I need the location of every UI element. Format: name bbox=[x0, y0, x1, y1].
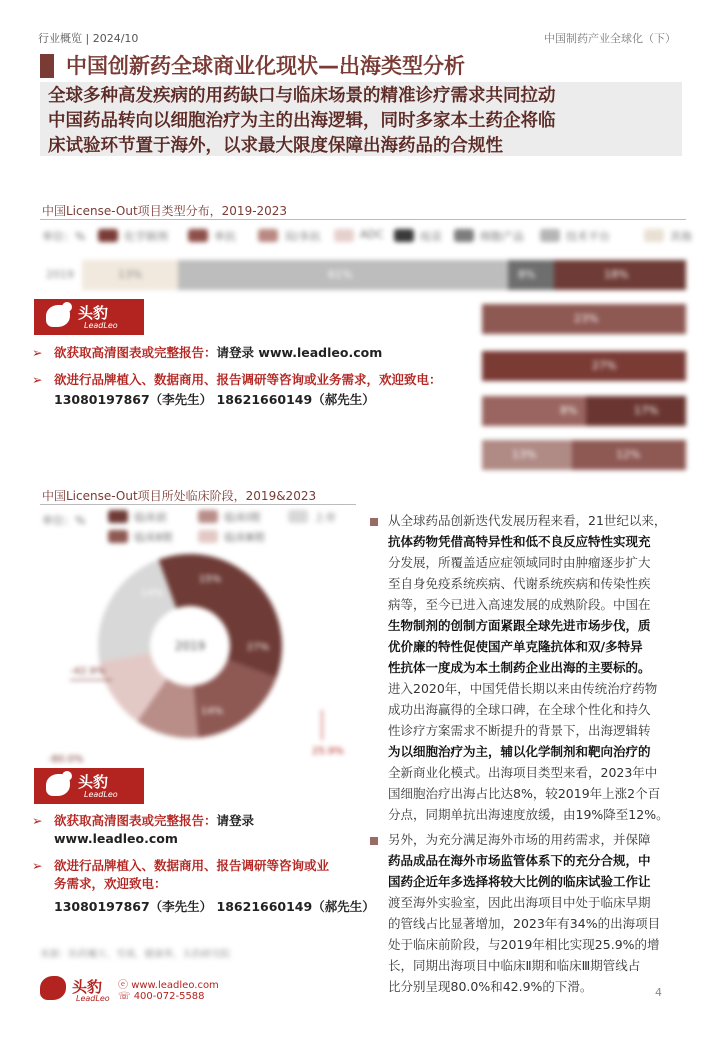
legend-label: 技术平台 bbox=[566, 230, 610, 243]
bar-row bbox=[482, 304, 686, 334]
phone-numbers: 13080197867（李先生） 18621660149（郝先生） bbox=[54, 392, 375, 407]
bar-row bbox=[82, 260, 686, 290]
bar-segment bbox=[482, 304, 686, 334]
chart2-rule bbox=[40, 504, 356, 505]
segment-label: 27% bbox=[592, 359, 617, 372]
cta-contact bbox=[32, 857, 362, 893]
chart1-title: 中国License-Out项目类型分布，2019-2023 bbox=[42, 204, 288, 218]
cta-login-label: 请登录 bbox=[216, 345, 255, 360]
arrow-bullet-icon: ➢ bbox=[32, 813, 43, 828]
paragraph-line: 渡至海外实验室，因此出海项目中处于临床早期 bbox=[388, 895, 651, 910]
bar-segment bbox=[482, 440, 572, 470]
summary-line: 全球多种高发疾病的用药缺口与临床场景的精准诊疗需求共同拉动 bbox=[48, 86, 556, 106]
segment-label: 61% bbox=[328, 268, 353, 281]
footer-website[interactable] bbox=[118, 976, 219, 991]
legend-label: 临床前 bbox=[134, 511, 167, 524]
legend-label: 疫苗 bbox=[420, 230, 442, 243]
phone-numbers: 13080197867（李先生） 18621660149（郝先生） bbox=[54, 899, 375, 914]
title-accent-bar bbox=[40, 54, 54, 78]
cta-contact-text: 欲进行品牌植入、数据商用、报告调研等咨询或业务需求，欢迎致电： bbox=[54, 372, 442, 387]
paragraph-line: 至自身免疫系统疾病、代谢系统疾病和传染性疾 bbox=[388, 576, 651, 591]
year-label: 2019 bbox=[46, 268, 74, 281]
cta-report-label: 欲获取高清图表或完整报告： bbox=[54, 345, 217, 360]
legend-swatch bbox=[334, 229, 354, 242]
header-left: 行业概览 | 2024/10 bbox=[38, 32, 139, 45]
legend-label: 上市 bbox=[314, 511, 336, 524]
page-number: 4 bbox=[655, 986, 662, 999]
cta-report bbox=[32, 812, 362, 830]
paragraph-line: 国细胞治疗出海占比达8%，较2019年上涨2个百 bbox=[388, 786, 661, 801]
paragraph-2 bbox=[388, 829, 682, 997]
cta-login-label: 请登录 bbox=[216, 813, 255, 828]
logo-text: 头豹 bbox=[78, 304, 109, 322]
paragraph-line: 从全球药品创新迭代发展历程来看，21世纪以来， bbox=[388, 513, 667, 528]
bar-segment bbox=[482, 396, 586, 426]
paragraph-line: 优价廉的特性促使国产单克隆抗体和双/多特异 bbox=[388, 639, 643, 654]
logo-subtext: LeadLeo bbox=[84, 790, 118, 799]
segment-label: 23% bbox=[574, 312, 599, 325]
bar-segment bbox=[554, 260, 686, 290]
website-link[interactable]: www.leadleo.com bbox=[54, 831, 178, 846]
chart1-unit: 单位：% bbox=[42, 230, 86, 243]
cta-contact-text: 务需求，欢迎致电： bbox=[54, 876, 167, 891]
slice-label: 14% bbox=[140, 588, 164, 599]
paragraph-line: 成功出海赢得的全球口碑，在全球个性化和持久 bbox=[388, 702, 651, 717]
cta-report-text bbox=[54, 812, 254, 830]
slice-label: 14% bbox=[200, 706, 224, 717]
leadleo-logo bbox=[34, 299, 144, 335]
arrow-bullet-icon: ➢ bbox=[32, 345, 43, 360]
legend-label: 临床Ⅱ期 bbox=[134, 531, 173, 544]
legend-label: ADC bbox=[360, 228, 384, 241]
web-icon: ⓔ bbox=[118, 980, 132, 991]
paragraph-line: 处于临床前阶段，与2019年相比实现25.9%的增 bbox=[388, 937, 660, 952]
legend-swatch bbox=[108, 510, 128, 523]
cta-report-text bbox=[54, 344, 382, 362]
legend-swatch bbox=[394, 229, 414, 242]
leadleo-logo bbox=[34, 768, 144, 804]
paragraph-line: 长，同期出海项目中临床Ⅱ期和临床Ⅲ期管线占 bbox=[388, 958, 641, 973]
bar-row bbox=[482, 440, 686, 470]
legend-swatch bbox=[98, 229, 118, 242]
leopard-icon bbox=[62, 302, 72, 312]
legend-label: 临床Ⅰ期 bbox=[224, 511, 261, 524]
bar-segment bbox=[586, 396, 686, 426]
page-title: 中国创新药全球商业化现状—出海类型分析 bbox=[66, 54, 465, 78]
bar-segment bbox=[82, 260, 178, 290]
paragraph-line: 分发展，所覆盖适应症领域同时由肿瘤逐步扩大 bbox=[388, 555, 651, 570]
leopard-icon bbox=[40, 976, 66, 1000]
chart1-legend bbox=[98, 227, 692, 245]
paragraph-line: 抗体药物凭借高特异性和低不良反应特性实现充 bbox=[388, 534, 651, 549]
legend-swatch bbox=[644, 229, 664, 242]
paragraph-line: 比分别呈现80.0%和42.9%的下滑。 bbox=[388, 979, 593, 994]
legend-label: 其他 bbox=[670, 230, 692, 243]
segment-label: 12% bbox=[616, 448, 641, 461]
phone-icon: ☏ bbox=[118, 991, 134, 1002]
bar-segment bbox=[482, 351, 686, 381]
cta-contact-text: 欲进行品牌植入、数据商用、报告调研等咨询或业 bbox=[54, 858, 330, 873]
source-note: 来源：医药魔方，雪球，健康界，头豹研究院 bbox=[40, 949, 231, 960]
bar-row bbox=[482, 396, 686, 426]
donut-center-label: 2019 bbox=[174, 639, 206, 653]
summary-line: 中国药品转向以细胞治疗为主的出海逻辑，同时多家本土药企将临 bbox=[48, 111, 556, 131]
paragraph-line: 性诊疗方案需求不断提升的背景下，出海逻辑转 bbox=[388, 723, 651, 738]
chart1-rule bbox=[40, 219, 686, 220]
footer-logo bbox=[40, 974, 130, 1004]
change-label: 25.9% bbox=[312, 746, 344, 757]
summary-line: 床试验环节置于海外，以求最大限度保障出海药品的合规性 bbox=[48, 136, 503, 156]
paragraph-line: 另外，为充分满足海外市场的用药需求，并保障 bbox=[388, 832, 651, 847]
footer-phone bbox=[118, 991, 205, 1002]
legend-label: 临床Ⅲ期 bbox=[224, 531, 265, 544]
chart2-unit: 单位：% bbox=[42, 514, 86, 527]
segment-label: 8% bbox=[518, 268, 536, 281]
segment-label: 18% bbox=[604, 268, 629, 281]
paragraph-line: 病等，至今已进入高速发展的成熟阶段。中国在 bbox=[388, 597, 651, 612]
paragraph-1 bbox=[388, 510, 682, 825]
paragraph-line: 药品成品在海外市场监管体系下的充分合规，中 bbox=[388, 853, 651, 868]
summary-box bbox=[40, 82, 682, 156]
legend-label: 化学制剂 bbox=[124, 230, 168, 243]
paragraph-line: 生物制剂的创制方面紧跟全球先进市场步伐，质 bbox=[388, 618, 651, 633]
chart2-title: 中国License-Out项目所处临床阶段，2019&2023 bbox=[42, 489, 317, 503]
website-link[interactable]: www.leadleo.com bbox=[258, 345, 383, 360]
paragraph-line: 全新商业化模式。出海项目类型来看，2023年中 bbox=[388, 765, 658, 780]
change-label: -80.0% bbox=[48, 754, 84, 765]
legend-label: 单抗 bbox=[214, 230, 236, 243]
bar-segment bbox=[572, 440, 686, 470]
legend-swatch bbox=[258, 229, 278, 242]
logo-text: 头豹 bbox=[78, 773, 109, 791]
arrow-bullet-icon: ➢ bbox=[32, 372, 43, 387]
header-right: 中国制药产业全球化（下） bbox=[544, 32, 676, 45]
bar-segment bbox=[178, 260, 508, 290]
paragraph-line: 性抗体一度成为本土制药企业出海的主要标的。 bbox=[388, 660, 651, 675]
legend-swatch bbox=[188, 229, 208, 242]
paragraph-line: 分点，同期单抗出海速度放缓，由19%降至12%。 bbox=[388, 807, 669, 822]
logo-subtext: LeadLeo bbox=[84, 321, 118, 330]
cta-contact bbox=[32, 371, 482, 389]
cta-report bbox=[32, 344, 432, 362]
slice-label: 15% bbox=[198, 574, 222, 585]
paragraph-line: 国药企近年多选择将较大比例的临床试验工作让 bbox=[388, 874, 651, 889]
legend-swatch bbox=[288, 510, 308, 523]
change-label: -42.9% bbox=[70, 666, 106, 677]
footer-logo-text: 头豹 bbox=[72, 978, 103, 996]
segment-label: 17% bbox=[634, 404, 659, 417]
legend-label: 细胞产品 bbox=[480, 230, 524, 243]
legend-label: 双/多抗 bbox=[284, 230, 321, 243]
bar-segment bbox=[508, 260, 554, 290]
bullet-square bbox=[370, 518, 378, 526]
legend-swatch bbox=[454, 229, 474, 242]
segment-label: 8% bbox=[560, 404, 578, 417]
bullet-square bbox=[370, 837, 378, 845]
slice-label: 27% bbox=[246, 642, 270, 653]
arrow-bullet-icon: ➢ bbox=[32, 858, 43, 873]
cta-report-label: 欲获取高清图表或完整报告： bbox=[54, 813, 217, 828]
donut-chart bbox=[40, 540, 360, 770]
segment-label: 13% bbox=[512, 448, 537, 461]
footer-website-text: www.leadleo.com bbox=[131, 980, 219, 991]
segment-label: 13% bbox=[118, 268, 143, 281]
donut-slice bbox=[159, 554, 282, 677]
paragraph-line: 为以细胞治疗为主，辅以化学制剂和靶向治疗的 bbox=[388, 744, 651, 759]
paragraph-line: 进入2020年，中国凭借长期以来由传统治疗药物 bbox=[388, 681, 658, 696]
footer-phone-text: 400-072-5588 bbox=[133, 991, 205, 1002]
leopard-icon bbox=[62, 771, 72, 781]
legend-swatch bbox=[540, 229, 560, 242]
footer-logo-subtext: LeadLeo bbox=[76, 994, 110, 1003]
bar-row bbox=[482, 351, 686, 381]
paragraph-line: 的管线占比显著增加，2023年有34%的出海项目 bbox=[388, 916, 661, 931]
legend-swatch bbox=[198, 510, 218, 523]
